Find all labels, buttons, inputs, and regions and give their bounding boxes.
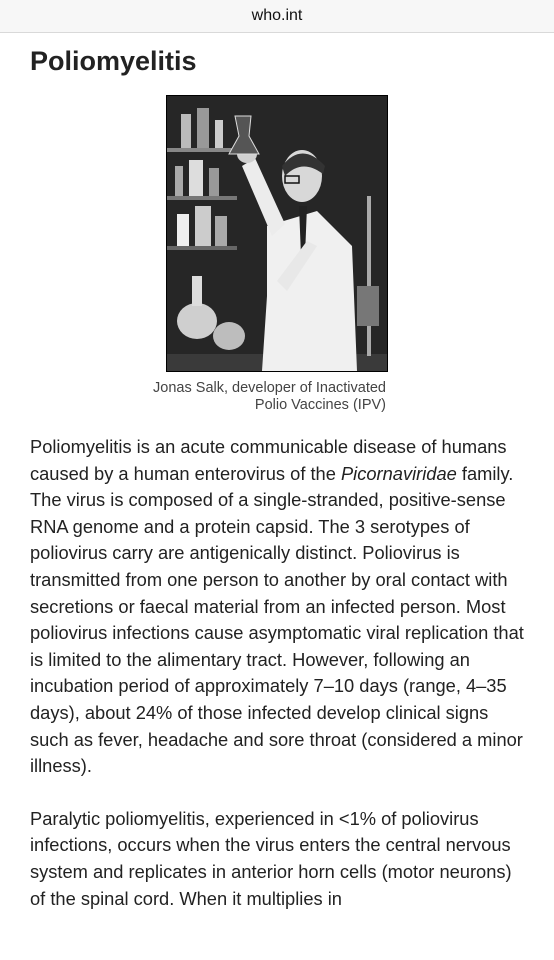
- figure-caption: Jonas Salk, developer of Inactivated Polio Vaccines (IPV): [153, 380, 386, 413]
- address-bar[interactable]: [0, 0, 554, 33]
- page-title: Poliomyelitis: [30, 46, 197, 76]
- url-text: who.int: [251, 7, 303, 24]
- salk-photo: [166, 95, 388, 372]
- family-name: Picornaviridae: [340, 462, 457, 484]
- article-content: [0, 43, 554, 912]
- body-paragraph-1: Poliomyelitis is an acute communicable disease of humans caused by a human enterovirus of the Picornaviridae family. The virus is composed of a single-stranded, positive-sense RNA genome and a protein capsid. The 3 serotypes of poliovirus carry are antigenically distinct. Poliovirus is transmitted from one person to another by oral contact with secretions or faecal material from an infected person. Most poliovirus infections cause asymptomatic viral replication that is limited to the alimentary tract. However, following an incubation period of approximately 7–10 days (range, 4–35 days), about 24% of those infected develop clinical signs such as fever, headache and sore throat (considered a minor illness).: [30, 436, 524, 777]
- article-figure: [153, 95, 388, 414]
- body-paragraph-2: Paralytic poliomyelitis, experienced in <1% of poliovirus infections, occurs when the virus enters the central nervous system and replicates in anterior horn cells (motor neurons) of the spinal cord. When it multiplies in: [30, 807, 512, 909]
